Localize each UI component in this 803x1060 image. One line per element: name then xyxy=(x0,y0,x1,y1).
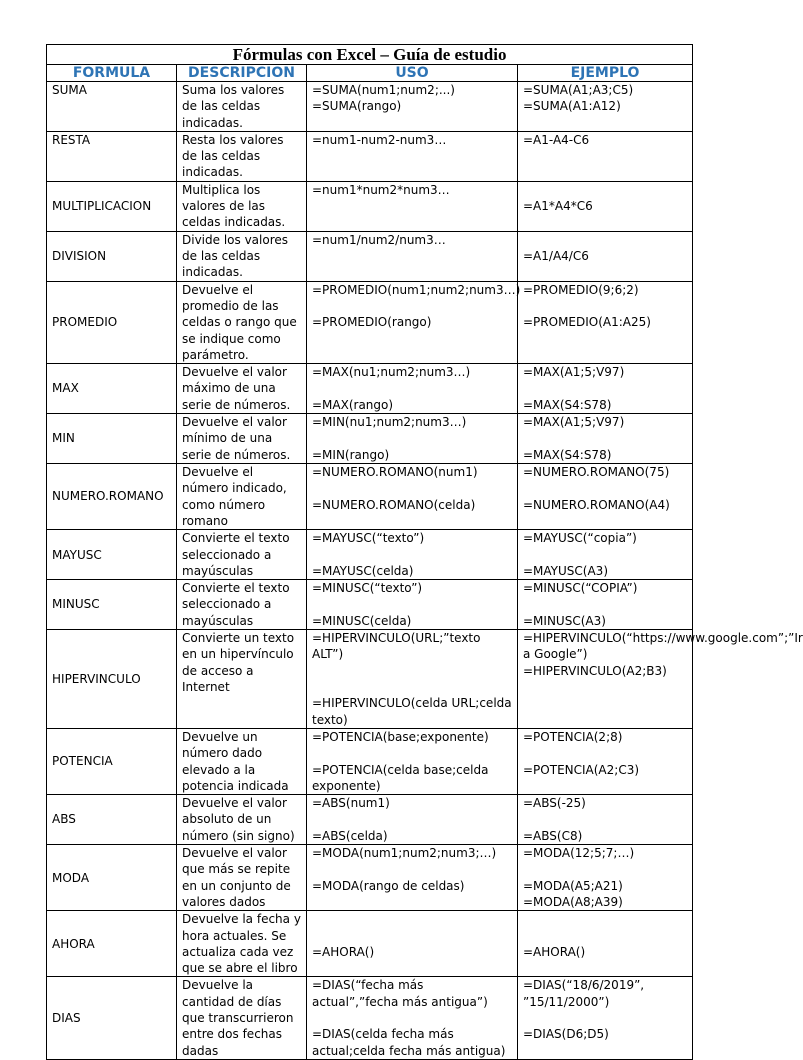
cell-descripcion: Divide los valores de las celdas indicadas. xyxy=(177,231,307,281)
uso-line: =MAYUSC(“texto”) xyxy=(312,531,425,546)
ejemplo-line xyxy=(523,811,687,827)
uso-line: =MODA(rango de celdas) xyxy=(312,878,465,893)
cell-ejemplo xyxy=(518,845,693,911)
ejemplo-line: =DIAS(“18/6/2019”, ”15/11/2000”) xyxy=(523,978,648,1009)
cell-ejemplo xyxy=(518,530,693,580)
uso-line xyxy=(312,663,512,679)
cell-ejemplo xyxy=(518,364,693,414)
column-header-descripcion: DESCRIPCION xyxy=(177,65,307,82)
ejemplo-line xyxy=(523,911,687,927)
ejemplo-line: =NUMERO.ROMANO(75) xyxy=(523,465,670,480)
formulas-table xyxy=(46,44,803,1060)
cell-descripcion: Resta los valores de las celdas indicadas. xyxy=(177,131,307,181)
uso-line xyxy=(312,811,512,827)
cell-uso xyxy=(307,911,518,977)
cell-ejemplo xyxy=(518,464,693,530)
cell-formula: MIN xyxy=(47,414,177,464)
table-row xyxy=(47,131,693,181)
uso-line: =ABS(celda) xyxy=(312,828,388,843)
uso-line: =MODA(num1;num2;num3;…) xyxy=(312,846,497,861)
cell-uso xyxy=(307,181,518,231)
cell-uso xyxy=(307,795,518,845)
cell-formula: DIAS xyxy=(47,977,177,1059)
cell-ejemplo xyxy=(518,131,693,181)
cell-descripcion: Devuelve el promedio de las celdas o rango que se indique como parámetro. xyxy=(177,281,307,363)
cell-ejemplo xyxy=(518,795,693,845)
cell-formula: DIVISION xyxy=(47,231,177,281)
uso-line: =POTENCIA(celda base;celda exponente) xyxy=(312,762,493,793)
uso-line: =num1*num2*num3… xyxy=(312,182,450,197)
ejemplo-line: =MODA(A5;A21) xyxy=(523,878,623,893)
ejemplo-line: =ABS(C8) xyxy=(523,828,583,843)
ejemplo-line: =ABS(-25) xyxy=(523,796,586,811)
cell-formula: ABS xyxy=(47,795,177,845)
uso-line: =DIAS(celda fecha más actual;celda fecha más antigua) xyxy=(312,1027,506,1058)
cell-ejemplo xyxy=(518,728,693,794)
cell-uso xyxy=(307,414,518,464)
ejemplo-line: =AHORA() xyxy=(523,944,586,959)
cell-formula: PROMEDIO xyxy=(47,281,177,363)
cell-descripcion: Devuelve un número dado elevado a la potencia indicada xyxy=(177,728,307,794)
cell-descripcion: Devuelve el número indicado, como número romano xyxy=(177,464,307,530)
uso-line xyxy=(312,430,512,446)
table-row xyxy=(47,414,693,464)
cell-ejemplo xyxy=(518,414,693,464)
cell-descripcion: Devuelve el valor mínimo de una serie de números. xyxy=(177,414,307,464)
uso-line: =NUMERO.ROMANO(celda) xyxy=(312,497,476,512)
uso-line xyxy=(312,928,512,944)
uso-line: =MIN(nu1;num2;num3…) xyxy=(312,415,467,430)
table-row xyxy=(47,911,693,977)
table-row xyxy=(47,231,693,281)
ejemplo-line: =MINUSC(“COPIA”) xyxy=(523,581,638,596)
cell-ejemplo xyxy=(518,181,693,231)
ejemplo-line xyxy=(523,596,687,612)
uso-line: =POTENCIA(base;exponente) xyxy=(312,729,489,744)
uso-line: =HIPERVINCULO(URL;”texto ALT”) xyxy=(312,631,485,662)
cell-formula: MULTIPLICACION xyxy=(47,181,177,231)
ejemplo-line: =MAX(A1;5;V97) xyxy=(523,365,625,380)
table-row xyxy=(47,464,693,530)
ejemplo-line: =POTENCIA(A2;C3) xyxy=(523,762,640,777)
uso-line: =SUMA(num1;num2;...) xyxy=(312,83,455,97)
cell-descripcion: Convierte el texto seleccionado a mayúsculas xyxy=(177,530,307,580)
ejemplo-line: =MAX(S4:S78) xyxy=(523,447,612,462)
cell-uso xyxy=(307,580,518,630)
cell-descripcion: Convierte el texto seleccionado a mayúsculas xyxy=(177,580,307,630)
cell-descripcion: Devuelve la fecha y hora actuales. Se actualiza cada vez que se abre el libro xyxy=(177,911,307,977)
ejemplo-line: =DIAS(D6;D5) xyxy=(523,1027,609,1042)
ejemplo-line xyxy=(523,547,687,563)
ejemplo-line: =SUMA(A1;A3;C5) xyxy=(523,83,634,97)
cell-formula: MINUSC xyxy=(47,580,177,630)
ejemplo-line: =MODA(A8;A39) xyxy=(523,894,623,909)
table-row xyxy=(47,580,693,630)
column-header-formula: FORMULA xyxy=(47,65,177,82)
cell-descripcion: Suma los valores de las celdas indicadas. xyxy=(177,82,307,132)
ejemplo-line: =MAYUSC(A3) xyxy=(523,563,609,578)
uso-line xyxy=(312,480,512,496)
cell-formula: MAYUSC xyxy=(47,530,177,580)
table-row xyxy=(47,82,693,132)
uso-line: =PROMEDIO(num1;num2;num3…) xyxy=(312,282,521,297)
ejemplo-line xyxy=(523,380,687,396)
ejemplo-line: =A1/A4/C6 xyxy=(523,248,589,263)
uso-line: =AHORA() xyxy=(312,944,375,959)
cell-ejemplo xyxy=(518,82,693,132)
ejemplo-line: =HIPERVINCULO(“https://www.google.com”;”Ir a Google”) xyxy=(523,631,803,662)
uso-line: =SUMA(rango) xyxy=(312,99,402,114)
cell-descripcion: Multiplica los valores de las celdas indicadas. xyxy=(177,181,307,231)
table-row xyxy=(47,795,693,845)
cell-descripcion: Devuelve el valor máximo de una serie de números. xyxy=(177,364,307,414)
cell-uso xyxy=(307,131,518,181)
cell-uso xyxy=(307,977,518,1059)
table-row xyxy=(47,281,693,363)
cell-uso xyxy=(307,281,521,363)
uso-line xyxy=(312,679,512,695)
ejemplo-line xyxy=(523,1010,687,1026)
uso-line xyxy=(312,596,512,612)
table-row xyxy=(47,977,693,1059)
uso-line: =PROMEDIO(rango) xyxy=(312,315,432,330)
ejemplo-line: =MAX(S4:S78) xyxy=(523,397,612,412)
uso-line: =MINUSC(celda) xyxy=(312,613,412,628)
table-row xyxy=(47,845,693,911)
ejemplo-line xyxy=(523,861,687,877)
table-row xyxy=(47,630,693,729)
ejemplo-line: =PROMEDIO(A1:A25) xyxy=(523,315,651,330)
uso-line xyxy=(312,298,512,314)
uso-line: =MAX(nu1;num2;num3…) xyxy=(312,365,471,380)
ejemplo-line: =PROMEDIO(9;6;2) xyxy=(523,282,639,297)
ejemplo-line: =MODA(12;5;7;…) xyxy=(523,846,635,861)
column-header-ejemplo: EJEMPLO xyxy=(518,65,693,82)
ejemplo-line: =MAX(A1;5;V97) xyxy=(523,415,625,430)
ejemplo-line: =NUMERO.ROMANO(A4) xyxy=(523,497,670,512)
uso-line xyxy=(312,1010,512,1026)
ejemplo-line: =A1*A4*C6 xyxy=(523,199,593,214)
ejemplo-line: =MAYUSC(“copia”) xyxy=(523,531,637,546)
table-row xyxy=(47,364,693,414)
cell-uso xyxy=(307,364,518,414)
cell-ejemplo xyxy=(518,977,693,1059)
uso-line: =num1/num2/num3… xyxy=(312,232,446,247)
uso-line xyxy=(312,911,512,927)
ejemplo-line xyxy=(523,745,687,761)
uso-line: =NUMERO.ROMANO(num1) xyxy=(312,465,478,480)
cell-formula: AHORA xyxy=(47,911,177,977)
table-row xyxy=(47,530,693,580)
column-header-uso: USO xyxy=(307,65,518,82)
cell-formula: HIPERVINCULO xyxy=(47,630,177,729)
cell-uso xyxy=(307,530,518,580)
cell-ejemplo xyxy=(518,281,693,363)
table-row xyxy=(47,728,693,794)
cell-formula: POTENCIA xyxy=(47,728,177,794)
cell-descripcion: Convierte un texto en un hipervínculo de acceso a Internet xyxy=(177,630,307,729)
ejemplo-line xyxy=(523,430,687,446)
ejemplo-line xyxy=(523,232,687,248)
uso-line: =MAYUSC(celda) xyxy=(312,563,414,578)
cell-formula: RESTA xyxy=(47,131,177,181)
cell-ejemplo xyxy=(518,231,693,281)
ejemplo-line xyxy=(523,480,687,496)
cell-descripcion: Devuelve la cantidad de días que transcurrieron entre dos fechas dadas xyxy=(177,977,307,1059)
cell-ejemplo xyxy=(518,911,693,977)
ejemplo-line xyxy=(523,298,687,314)
uso-line: =MINUSC(“texto”) xyxy=(312,581,423,596)
uso-line: =MIN(rango) xyxy=(312,447,390,462)
uso-line xyxy=(312,861,512,877)
uso-line: =HIPERVINCULO(celda URL;celda texto) xyxy=(312,696,516,727)
ejemplo-line: =A1-A4-C6 xyxy=(523,132,590,147)
cell-uso xyxy=(307,464,518,530)
cell-uso xyxy=(307,845,518,911)
cell-descripcion: Devuelve el valor absoluto de un número (sin signo) xyxy=(177,795,307,845)
ejemplo-line: =POTENCIA(2;8) xyxy=(523,729,623,744)
table-body xyxy=(47,82,803,1060)
cell-formula: MODA xyxy=(47,845,177,911)
uso-line: =num1-num2-num3… xyxy=(312,132,447,147)
cell-uso xyxy=(307,82,518,132)
cell-ejemplo xyxy=(518,630,803,729)
ejemplo-line: =MINUSC(A3) xyxy=(523,613,606,628)
uso-line xyxy=(312,380,512,396)
uso-line xyxy=(312,547,512,563)
cell-formula: NUMERO.ROMANO xyxy=(47,464,177,530)
ejemplo-line: =SUMA(A1:A12) xyxy=(523,99,621,114)
table-row xyxy=(47,181,693,231)
cell-uso xyxy=(307,231,518,281)
uso-line: =DIAS(“fecha más actual”,”fecha más antigua”) xyxy=(312,978,488,1009)
page-title: Fórmulas con Excel – Guía de estudio xyxy=(47,45,693,65)
uso-line: =MAX(rango) xyxy=(312,397,394,412)
uso-line xyxy=(312,745,512,761)
cell-descripcion: Devuelve el valor que más se repite en un conjunto de valores dados xyxy=(177,845,307,911)
ejemplo-line xyxy=(523,182,687,198)
cell-ejemplo xyxy=(518,580,693,630)
uso-line: =ABS(num1) xyxy=(312,796,390,811)
ejemplo-line: =HIPERVINCULO(A2;B3) xyxy=(523,663,667,678)
cell-uso xyxy=(307,728,518,794)
ejemplo-line xyxy=(523,928,687,944)
cell-formula: MAX xyxy=(47,364,177,414)
cell-uso xyxy=(307,630,518,729)
cell-formula: SUMA xyxy=(47,82,177,132)
